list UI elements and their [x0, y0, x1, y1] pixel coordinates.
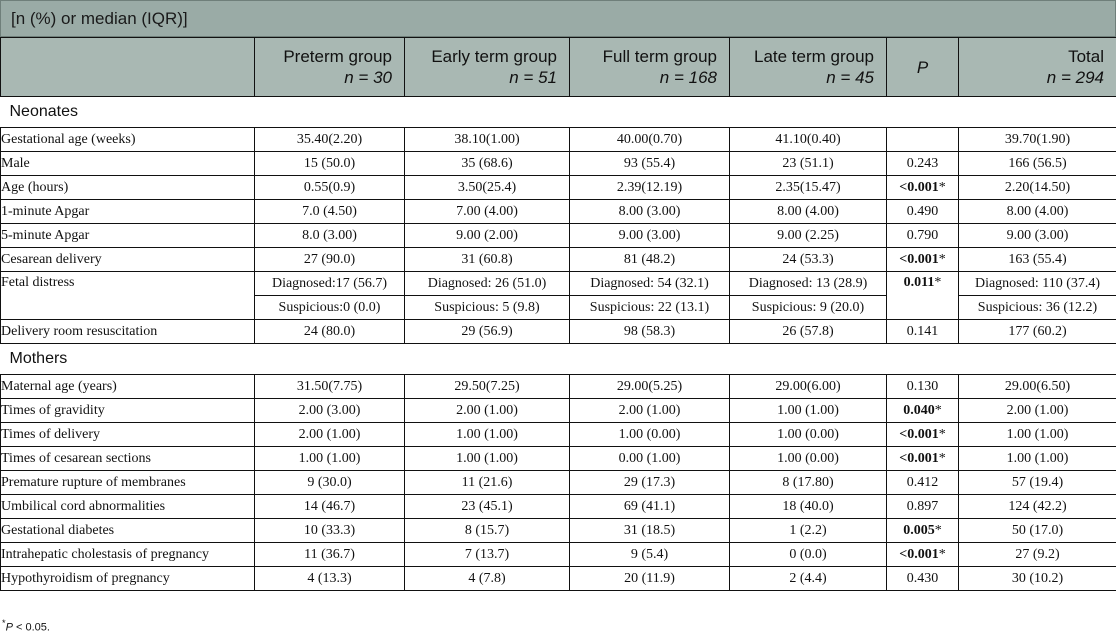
row-label: Intrahepatic cholestasis of pregnancy [1, 543, 255, 567]
table-cell: 7.0 (4.50) [255, 200, 405, 224]
data-table [0, 37, 1116, 591]
table-cell: 69 (41.1) [570, 495, 730, 519]
table-cell: 8.00 (3.00) [570, 200, 730, 224]
row-label: Gestational diabetes [1, 519, 255, 543]
row-label: Times of gravidity [1, 399, 255, 423]
p-value-cell: <0.001* [887, 248, 959, 272]
table-cell: 31.50(7.75) [255, 375, 405, 399]
section-mothers [1, 344, 1116, 375]
table-row [1, 272, 1116, 296]
table-cell: Suspicious: 5 (9.8) [405, 296, 570, 320]
table-cell: 93 (55.4) [570, 152, 730, 176]
row-label: Hypothyroidism of pregnancy [1, 567, 255, 591]
table-cell: 11 (21.6) [405, 471, 570, 495]
table-row [1, 471, 1116, 495]
table-cell: 2.35(15.47) [730, 176, 887, 200]
header-total: Total n = 294 [959, 38, 1116, 97]
p-value-cell: 0.490 [887, 200, 959, 224]
row-label: Delivery room resuscitation [1, 320, 255, 344]
row-label: Age (hours) [1, 176, 255, 200]
p-value-cell: 0.790 [887, 224, 959, 248]
header-row [1, 38, 1116, 97]
table-cell: 26 (57.8) [730, 320, 887, 344]
table-cell: 2.39(12.19) [570, 176, 730, 200]
table-cell: 8 (15.7) [405, 519, 570, 543]
table-row [1, 423, 1116, 447]
table-cell: 0.55(0.9) [255, 176, 405, 200]
section-label: Mothers [1, 344, 1116, 375]
row-label: Maternal age (years) [1, 375, 255, 399]
table-row [1, 519, 1116, 543]
row-label: Male [1, 152, 255, 176]
p-value-cell: <0.001* [887, 423, 959, 447]
table-cell: 1.00 (1.00) [405, 423, 570, 447]
table-cell: 24 (80.0) [255, 320, 405, 344]
table-cell: 1.00 (1.00) [255, 447, 405, 471]
table-row [1, 375, 1116, 399]
table-cell: 9.00 (3.00) [959, 224, 1116, 248]
row-label: Gestational age (weeks) [1, 128, 255, 152]
table-cell: 7.00 (4.00) [405, 200, 570, 224]
header-late-term: Late term group n = 45 [730, 38, 887, 97]
table-row [1, 248, 1116, 272]
header-early-term: Early term group n = 51 [405, 38, 570, 97]
table-cell: 29.00(5.25) [570, 375, 730, 399]
table-cell: 0.00 (1.00) [570, 447, 730, 471]
p-value-cell: 0.005* [887, 519, 959, 543]
table-cell: 1.00 (1.00) [959, 447, 1116, 471]
table-cell: 81 (48.2) [570, 248, 730, 272]
table-cell: 9.00 (2.00) [405, 224, 570, 248]
row-label: Cesarean delivery [1, 248, 255, 272]
table-cell: 29 (56.9) [405, 320, 570, 344]
table-cell: Suspicious:0 (0.0) [255, 296, 405, 320]
table-cell: 8 (17.80) [730, 471, 887, 495]
table-row [1, 176, 1116, 200]
row-label: Umbilical cord abnormalities [1, 495, 255, 519]
table-cell: 39.70(1.90) [959, 128, 1116, 152]
table-cell: 29.00(6.00) [730, 375, 887, 399]
table-cell: Diagnosed: 26 (51.0) [405, 272, 570, 296]
table-cell: 1.00 (1.00) [405, 447, 570, 471]
header-p: P [887, 38, 959, 97]
table-cell: 10 (33.3) [255, 519, 405, 543]
table-cell: 23 (45.1) [405, 495, 570, 519]
table-cell: 31 (60.8) [405, 248, 570, 272]
p-value-cell: 0.130 [887, 375, 959, 399]
table-cell: 29.00(6.50) [959, 375, 1116, 399]
table-cell: 20 (11.9) [570, 567, 730, 591]
table-cell: 9.00 (2.25) [730, 224, 887, 248]
header-full-term: Full term group n = 168 [570, 38, 730, 97]
table-cell: 2.00 (1.00) [570, 399, 730, 423]
table-cell: 57 (19.4) [959, 471, 1116, 495]
table-cell: 2.00 (1.00) [255, 423, 405, 447]
table-cell: 35.40(2.20) [255, 128, 405, 152]
table-cell: 23 (51.1) [730, 152, 887, 176]
table-cell: 8.00 (4.00) [730, 200, 887, 224]
p-value-cell: 0.897 [887, 495, 959, 519]
table-cell: 15 (50.0) [255, 152, 405, 176]
row-label: 1-minute Apgar [1, 200, 255, 224]
row-label: 5-minute Apgar [1, 224, 255, 248]
footnote: *P < 0.05. [2, 618, 50, 634]
table-cell: 11 (36.7) [255, 543, 405, 567]
p-value-cell: <0.001* [887, 447, 959, 471]
table-cell: 50 (17.0) [959, 519, 1116, 543]
table-cell: 1.00 (0.00) [730, 447, 887, 471]
table-row [1, 399, 1116, 423]
table-cell: Suspicious: 36 (12.2) [959, 296, 1116, 320]
caption-text: [n (%) or median (IQR)] [11, 9, 188, 29]
table-cell: 24 (53.3) [730, 248, 887, 272]
table-caption [0, 0, 1116, 37]
table-cell: 2.00 (3.00) [255, 399, 405, 423]
table-cell: 2.00 (1.00) [405, 399, 570, 423]
p-value-cell: 0.430 [887, 567, 959, 591]
p-value-cell [887, 128, 959, 152]
p-value-cell: 0.243 [887, 152, 959, 176]
table-cell: 41.10(0.40) [730, 128, 887, 152]
table-cell: 35 (68.6) [405, 152, 570, 176]
table-row [1, 495, 1116, 519]
header-empty [1, 38, 255, 97]
p-value-cell: 0.141 [887, 320, 959, 344]
table-row [1, 447, 1116, 471]
row-label: Times of cesarean sections [1, 447, 255, 471]
table-row [1, 320, 1116, 344]
table-cell: 40.00(0.70) [570, 128, 730, 152]
table-cell: 9 (30.0) [255, 471, 405, 495]
table-cell: 27 (90.0) [255, 248, 405, 272]
table-cell: 8.00 (4.00) [959, 200, 1116, 224]
table-cell: 1.00 (0.00) [570, 423, 730, 447]
p-value-cell: <0.001* [887, 543, 959, 567]
table-cell: 166 (56.5) [959, 152, 1116, 176]
table-cell: 2.00 (1.00) [959, 399, 1116, 423]
table-cell: Suspicious: 22 (13.1) [570, 296, 730, 320]
p-value-cell: 0.011* [887, 272, 959, 320]
table-cell: 7 (13.7) [405, 543, 570, 567]
table-cell: 1.00 (1.00) [959, 423, 1116, 447]
table-cell: Diagnosed: 54 (32.1) [570, 272, 730, 296]
table-row [1, 152, 1116, 176]
table-cell: 27 (9.2) [959, 543, 1116, 567]
table-cell: 2 (4.4) [730, 567, 887, 591]
table-cell: 38.10(1.00) [405, 128, 570, 152]
table-cell: 31 (18.5) [570, 519, 730, 543]
row-label: Fetal distress [1, 272, 255, 320]
table-cell: 29.50(7.25) [405, 375, 570, 399]
header-preterm: Preterm group n = 30 [255, 38, 405, 97]
table-cell: 30 (10.2) [959, 567, 1116, 591]
p-value-cell: <0.001* [887, 176, 959, 200]
table-cell: Diagnosed: 13 (28.9) [730, 272, 887, 296]
table-cell: 3.50(25.4) [405, 176, 570, 200]
table-cell: 9 (5.4) [570, 543, 730, 567]
table-cell: 9.00 (3.00) [570, 224, 730, 248]
table-row [1, 200, 1116, 224]
table-cell: 177 (60.2) [959, 320, 1116, 344]
table-cell: 0 (0.0) [730, 543, 887, 567]
table-cell: 14 (46.7) [255, 495, 405, 519]
table-cell: 1.00 (1.00) [730, 399, 887, 423]
table-row [1, 224, 1116, 248]
table-row [1, 128, 1116, 152]
p-value-cell: 0.040* [887, 399, 959, 423]
table-row [1, 567, 1116, 591]
table-cell: 98 (58.3) [570, 320, 730, 344]
table-cell: 2.20(14.50) [959, 176, 1116, 200]
table-cell: 1 (2.2) [730, 519, 887, 543]
table-cell: Suspicious: 9 (20.0) [730, 296, 887, 320]
section-neonates: Neonates [1, 97, 1116, 128]
row-label: Times of delivery [1, 423, 255, 447]
row-label: Premature rupture of membranes [1, 471, 255, 495]
p-value-cell: 0.412 [887, 471, 959, 495]
table-cell: Diagnosed:17 (56.7) [255, 272, 405, 296]
table-cell: 4 (13.3) [255, 567, 405, 591]
table-cell: 1.00 (0.00) [730, 423, 887, 447]
table-cell: 124 (42.2) [959, 495, 1116, 519]
table-cell: 4 (7.8) [405, 567, 570, 591]
table-cell: 18 (40.0) [730, 495, 887, 519]
table-cell: 29 (17.3) [570, 471, 730, 495]
table-cell: 8.0 (3.00) [255, 224, 405, 248]
table-cell: Diagnosed: 110 (37.4) [959, 272, 1116, 296]
table-cell: 163 (55.4) [959, 248, 1116, 272]
table-row [1, 543, 1116, 567]
